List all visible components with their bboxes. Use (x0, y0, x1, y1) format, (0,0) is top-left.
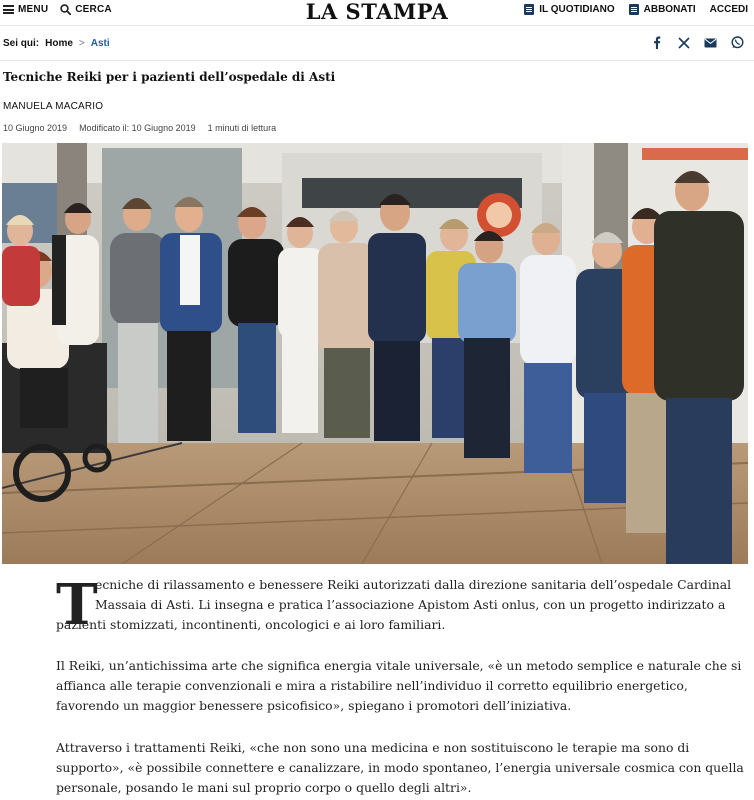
email-icon[interactable] (704, 36, 717, 49)
hamburger-icon (3, 5, 14, 14)
article-title: Tecniche Reiki per i pazienti dell’ospedale di Asti (3, 70, 336, 84)
paragraph-1-line-2: Massaia di Asti. Li insegna e pratica l’associazione Apistom Asti onlus, con un progetto indirizzato a (95, 597, 726, 612)
breadcrumb-home[interactable]: Home (45, 38, 73, 49)
breadcrumb-prefix: Sei qui: (3, 38, 40, 49)
top-bar (0, 0, 754, 26)
site-logo[interactable]: LA STAMPA (305, 0, 449, 24)
menu-button[interactable] (3, 4, 48, 15)
abbonati-label: ABBONATI (643, 4, 696, 15)
quotidiano-link[interactable] (524, 4, 614, 15)
accedi-link[interactable] (710, 4, 748, 15)
breadcrumb-separator: > (78, 38, 85, 49)
abbonati-link[interactable] (629, 4, 696, 15)
x-icon[interactable] (677, 36, 690, 49)
article-author[interactable]: MANUELA MACARIO (3, 101, 104, 112)
paragraph-2: Il Reiki, un’antichissima arte che significa energia vitale universale, «è un metodo semplice e naturale che si affianca alle terapie convenzionali e mira a ristabilire nell’individuo il corretto equilibrio energetico, favorendo un maggior benessere psicofisico», spiegano i promotori dell’iniziativa. (56, 658, 742, 713)
facebook-icon[interactable] (650, 36, 663, 49)
paragraph-3: Attraverso i trattamenti Reiki, «che non sono una medicina e non sostituiscono le terapie ma sono di supporto», «è possibile connettere e canalizzare, in modo spontaneo, l’energia universale cosmica con quella personale, posando le mani sul proprio corpo o quello degli altri». (56, 740, 744, 795)
paragraph-1-line-1: ecniche di rilassamento e benessere Reiki autorizzati dalla direzione sanitaria dell’ospedale Cardinal (95, 577, 732, 592)
breadcrumb-asti[interactable]: Asti (90, 38, 110, 49)
subscribe-icon (629, 4, 639, 15)
search-label: CERCA (75, 4, 112, 15)
breadcrumb-bar (0, 27, 754, 61)
accedi-label: ACCEDI (709, 4, 748, 15)
article-meta (3, 123, 276, 133)
menu-label: MENU (18, 4, 49, 15)
publish-date: 10 Giugno 2019 (3, 123, 68, 133)
quotidiano-label: IL QUOTIDIANO (539, 4, 615, 15)
drop-cap: T (56, 572, 98, 638)
newspaper-icon (524, 4, 534, 15)
modified-date: Modificato il: 10 Giugno 2019 (79, 123, 196, 133)
paragraph-1-line-3: pazienti stomizzati, incontinenti, oncologici e ai loro familiari. (56, 617, 446, 632)
search-button[interactable] (60, 4, 112, 15)
whatsapp-icon[interactable] (731, 36, 744, 49)
article-photo (2, 143, 748, 564)
search-icon (60, 4, 71, 15)
reading-time: 1 minuti di lettura (207, 123, 277, 133)
share-bar (650, 36, 744, 49)
breadcrumb (3, 38, 110, 49)
